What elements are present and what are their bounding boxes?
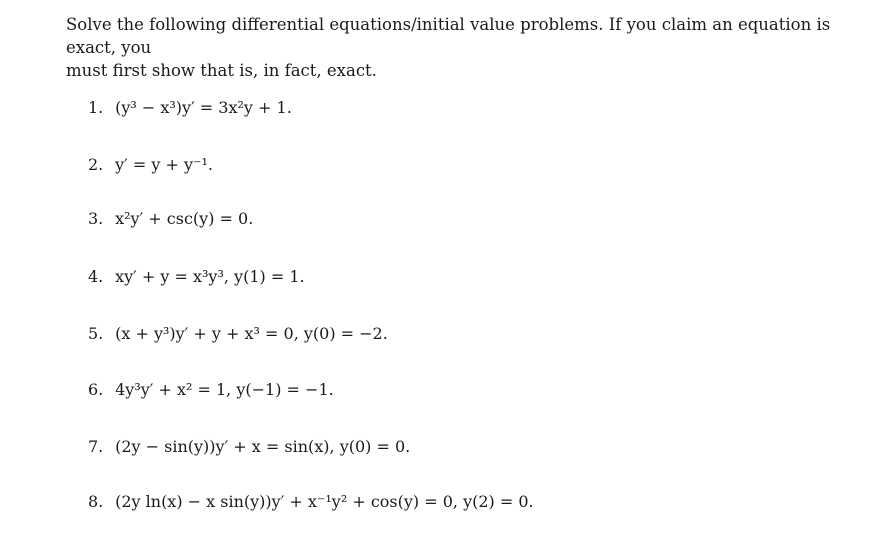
- problem-number: 1.: [88, 98, 104, 117]
- problem-number: 3.: [88, 209, 104, 228]
- problem-number: 7.: [88, 437, 104, 456]
- problem-equation: x²y′ + csc(y) = 0.: [115, 209, 254, 228]
- problem-3: [88, 209, 253, 229]
- problem-equation: (2y − sin(y))y′ + x = sin(x), y(0) = 0.: [115, 437, 411, 456]
- problem-equation: (x + y³)y′ + y + x³ = 0, y(0) = −2.: [115, 324, 388, 343]
- problem-7: [88, 437, 410, 457]
- problem-equation: 4y³y′ + x² = 1, y(−1) = −1.: [115, 380, 334, 399]
- problem-number: 8.: [88, 492, 104, 511]
- problem-2: [88, 155, 213, 175]
- problem-6: [88, 380, 334, 400]
- problem-equation: (2y ln(x) − x sin(y))y′ + x⁻¹y² + cos(y) = 0, y(2) = 0.: [115, 492, 534, 511]
- problem-equation: y′ = y + y⁻¹.: [115, 155, 213, 174]
- instructions: [66, 13, 856, 82]
- instructions-line-2: must first show that is, in fact, exact.: [66, 61, 377, 80]
- instructions-line-1: Solve the following differential equations/initial value problems. If you claim an equation is exact, you: [66, 15, 831, 57]
- problem-4: [88, 267, 305, 287]
- problem-number: 4.: [88, 267, 104, 286]
- problem-equation: (y³ − x³)y′ = 3x²y + 1.: [115, 98, 292, 117]
- problem-number: 6.: [88, 380, 104, 399]
- problem-number: 5.: [88, 324, 104, 343]
- problem-number: 2.: [88, 155, 104, 174]
- problem-5: [88, 324, 388, 344]
- problem-8: [88, 492, 534, 512]
- problem-equation: xy′ + y = x³y³, y(1) = 1.: [115, 267, 305, 286]
- problem-1: [88, 98, 292, 118]
